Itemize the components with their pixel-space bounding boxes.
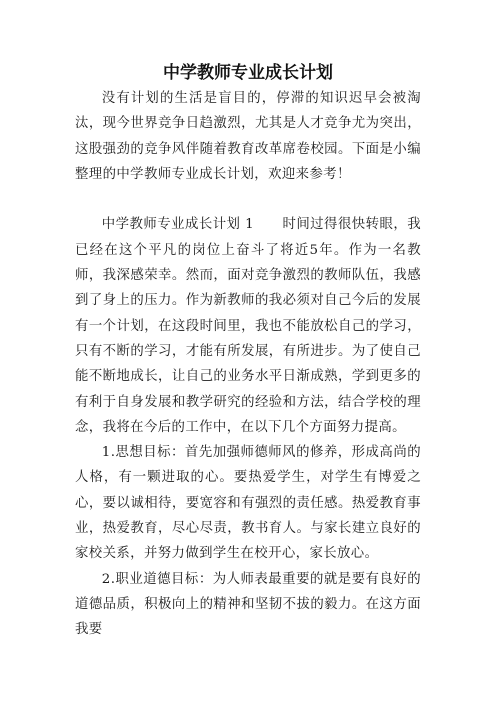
section-body: 时间过得很快转眼，我已经在这个平凡的岗位上奋斗了将近5年。作为一名教师，我深感荣幸。然而，面对竞争激烈的教师队伍，我感到了身上的压力。作为新教师的我必须对自己今后的发展有一个计划，在这段时间里，我也不能放松自己的学习，只有不断的学习，才能有所发展，有所进步。为了使自己能不断地成长，让自己的业务水平日渐成熟，学到更多的有利于自身发展和教学研究的经验和方法，结合学校的理念，我将在今后的工作中，在以下几个方面努力提高。	[75, 217, 422, 435]
intro-paragraph: 没有计划的生活是盲目的，停滞的知识迟早会被淘汰，现今世界竞争日趋激烈，尤其是人才竞争尤为突出，这股强劲的竞争风伴随着教育改革席卷校园。下面是小编整理的中学教师专业成长计划，欢迎来参考！	[75, 91, 421, 182]
section-title: 中学教师专业成长计划 1	[101, 217, 255, 233]
document-title: 中学教师专业成长计划	[163, 63, 333, 83]
section-spacing	[254, 217, 282, 232]
point-2-paragraph: 2.职业道德目标：为人师表最重要的就是要有良好的道德品质，积极向上的精神和坚韧不拔的毅力。在这方面我要	[75, 571, 421, 638]
document-body	[75, 86, 421, 643]
paragraph-spacer	[75, 187, 421, 212]
point-1-paragraph: 1.思想目标：首先加强师德师风的修养，形成高尚的人格，有一颗进取的心。要热爱学生，对学生有博爱之心，要以诚相待，要宽容和有强烈的责任感。热爱教育事业，热爱教育，尽心尽责，教书育人。与家长建立良好的家校关系，并努力做到学生在校开心，家长放心。	[75, 445, 421, 562]
section-paragraph	[75, 212, 421, 440]
